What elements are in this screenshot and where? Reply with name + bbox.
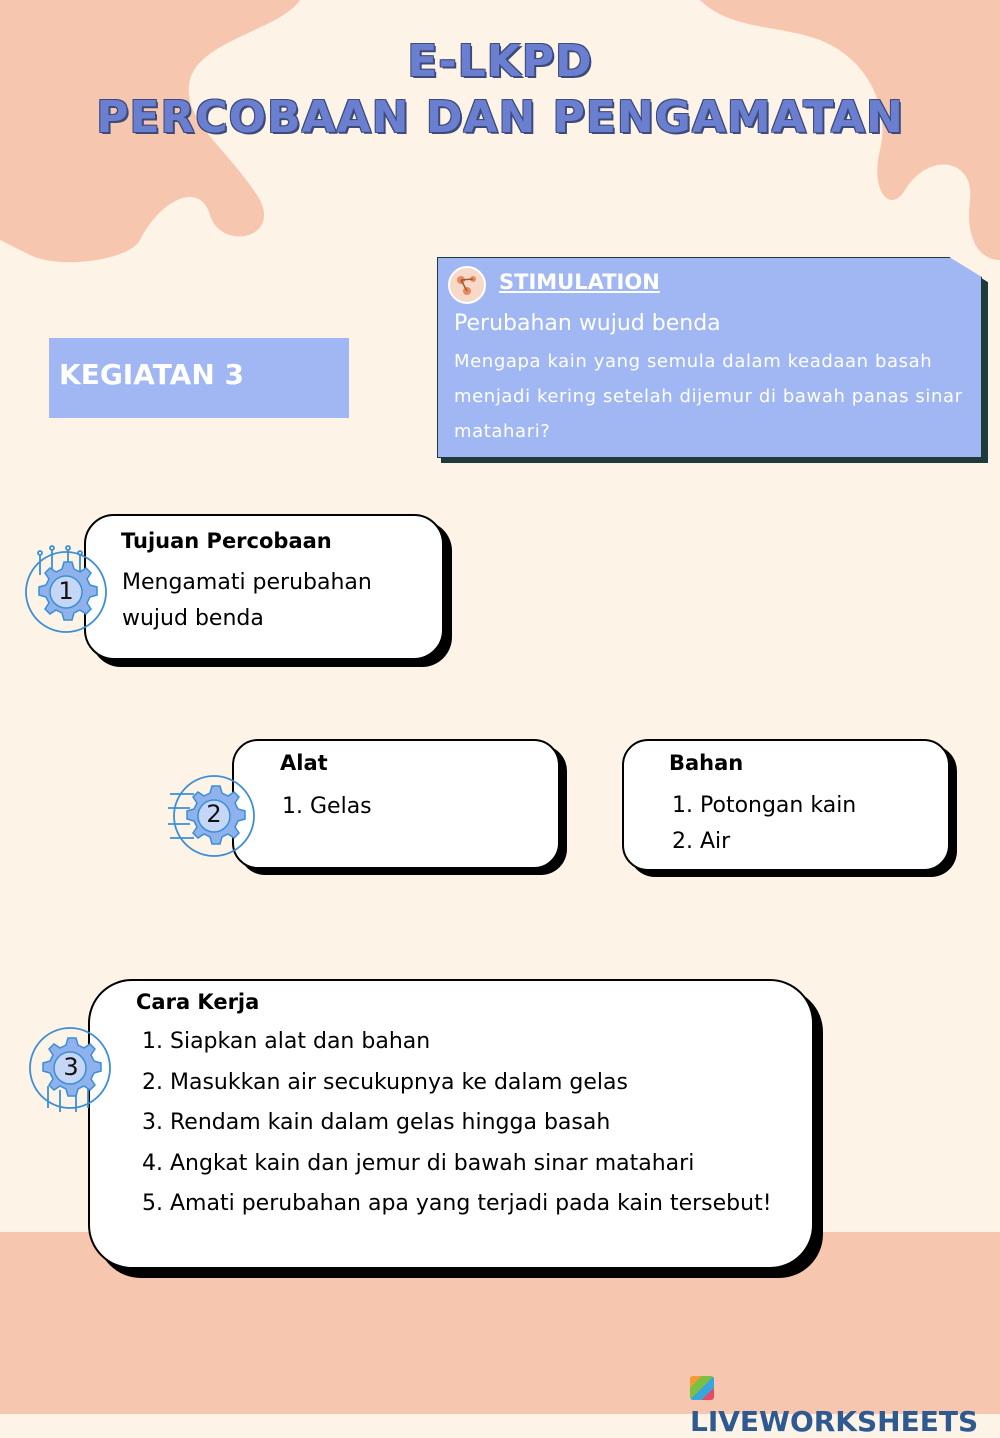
step-2-number: 2 [206,800,222,828]
activity-label: KEGIATAN 3 [49,338,349,418]
cara-kerja-step: 5. Amati perubahan apa yang terjadi pada kain tersebut! [170,1184,786,1225]
molecule-icon [448,266,486,304]
alat-title: Alat [280,751,328,775]
bahan-item: 1. Potongan kain [700,788,856,824]
bahan-title: Bahan [669,751,744,775]
cara-kerja-step: 3. Rendam kain dalam gelas hingga basah [170,1103,786,1144]
cara-kerja-step: 4. Angkat kain dan jemur di bawah sinar matahari [170,1144,786,1185]
cara-kerja-step: 1. Siapkan alat dan bahan [170,1022,786,1063]
bahan-item: 2. Air [700,824,856,860]
step-3-gear-icon [26,1022,116,1114]
stimulation-subtitle: Perubahan wujud benda [454,311,721,336]
stimulation-question: Mengapa kain yang semula dalam keadaan basah menjadi kering setelah dijemur di bawah panas sinar matahari? [454,351,963,442]
cara-kerja-steps [136,1022,786,1225]
page-title-line2: PERCOBAAN DAN PENGAMATAN [96,92,904,143]
liveworksheets-logo[interactable] [690,1372,1000,1438]
cara-kerja-step: 2. Masukkan air secukupnya ke dalam gelas [170,1063,786,1104]
bahan-list [666,788,856,860]
stimulation-heading: STIMULATION [499,270,660,294]
step-1-number: 1 [58,577,74,605]
alat-list [276,788,372,826]
step-2-gear-icon [166,772,258,862]
tujuan-title: Tujuan Percobaan [121,529,332,553]
liveworksheets-logo-text: LIVEWORKSHEETS [690,1405,979,1438]
step-3-number: 3 [63,1053,79,1081]
page-title-line1: E-LKPD [407,36,593,87]
step-1-gear-icon [22,545,108,637]
tujuan-text: Mengamati perubahan wujud benda [122,570,372,631]
liveworksheets-badge-icon [690,1376,714,1400]
alat-item: 1. Gelas [310,788,372,826]
cara-kerja-title: Cara Kerja [136,990,260,1014]
